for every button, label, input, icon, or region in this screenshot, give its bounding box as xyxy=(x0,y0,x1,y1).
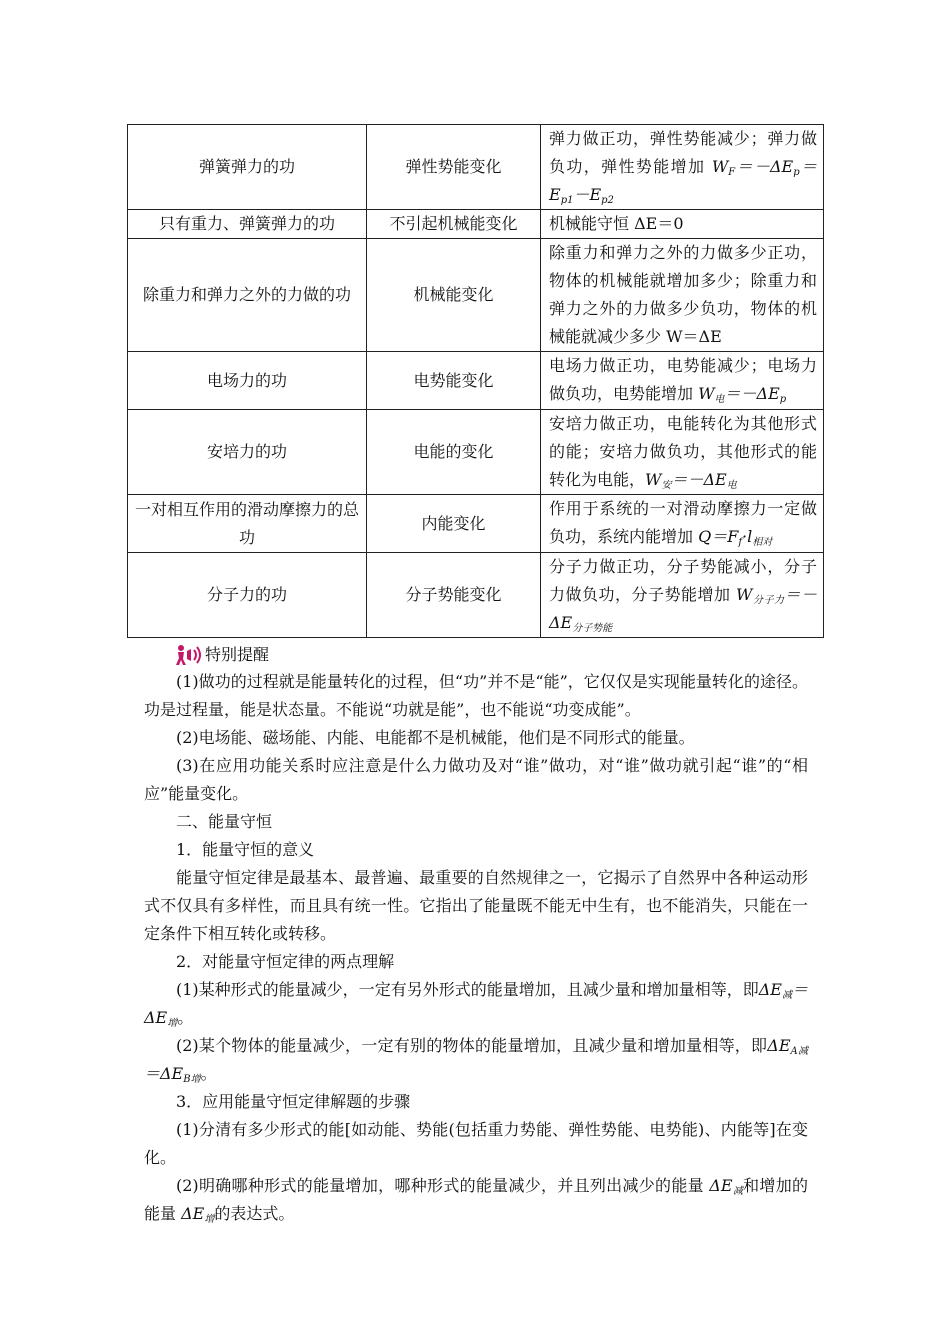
paragraph-text: 的表达式。 xyxy=(214,1204,295,1223)
table-row xyxy=(128,210,824,239)
relation-text: 弹力做正功，弹性势能减少；弹力做负功，弹性势能增加 xyxy=(549,129,817,176)
table-row xyxy=(128,495,824,553)
energy-change-cell: 电能的变化 xyxy=(367,410,541,495)
paragraph-text: (1)某种形式的能量减少，一定有另外形式的能量增加，且减少量和增加量相等，即 xyxy=(176,980,759,999)
paragraph-text: (2)明确哪种形式的能量增加，哪种形式的能量减少，并且列出减少的能量 xyxy=(176,1176,710,1195)
energy-change-cell: 电势能变化 xyxy=(367,352,541,410)
relation-text: 分子力做正功，分子势能减小，分子力做负功，分子势能增加 xyxy=(549,557,817,604)
relation-cell: 除重力和弹力之外的力做多少正功，物体的机械能就增加多少；除重力和弹力之外的力做多少负功，物体的机械能就减少多少 W＝ΔE xyxy=(541,239,824,352)
relation-text: 作用于系统的一对滑动摩擦力一定做负功，系统内能增加 xyxy=(549,499,817,546)
force-work-cell: 弹簧弹力的功 xyxy=(128,125,367,210)
force-work-cell: 除重力和弹力之外的力做的功 xyxy=(128,239,367,352)
energy-change-cell: 分子势能变化 xyxy=(367,553,541,638)
relation-text: 安培力做正功，电能转化为其他形式的能；安培力做负功，其他形式的能转化为电能， xyxy=(549,414,817,489)
formula: $\Delta E_减$ xyxy=(709,1176,744,1197)
reminder-title: 特别提醒 xyxy=(205,645,270,664)
table-row xyxy=(128,125,824,210)
formula: $W_电=-\Delta E_p$ xyxy=(698,384,787,405)
force-work-cell: 一对相互作用的滑动摩擦力的总功 xyxy=(128,495,367,553)
paragraph: (2)某个物体的能量减少，一定有别的物体的能量增加，且减少量和增加量相等，即$\Delta E_{A减}=\Delta E_{B增}$。 xyxy=(144,1036,808,1085)
relation-cell xyxy=(541,352,824,410)
relation-text: 电场力做正功，电势能减少；电场力做负功，电势能增加 xyxy=(549,356,817,403)
formula: $\Delta E_{A减}=\Delta E_{B增}$ xyxy=(144,1036,808,1085)
relation-cell xyxy=(541,553,824,638)
formula: $W_{分子力}=-\Delta E_{分子势能}$ xyxy=(549,585,817,634)
subsection-heading: 3．应用能量守恒定律解题的步骤 xyxy=(176,1092,411,1111)
force-work-cell: 只有重力、弹簧弹力的功 xyxy=(128,210,367,239)
force-work-cell: 安培力的功 xyxy=(128,410,367,495)
energy-change-cell: 不引起机械能变化 xyxy=(367,210,541,239)
energy-change-cell: 机械能变化 xyxy=(367,239,541,352)
table-row xyxy=(128,410,824,495)
relation-cell xyxy=(541,495,824,553)
paragraph xyxy=(144,1172,808,1228)
table-row xyxy=(128,352,824,410)
formula: $Q=F_f\cdot l_{相对}$ xyxy=(698,527,773,548)
relation-cell: 机械能守恒 ΔE＝0 xyxy=(541,210,824,239)
formula: $W_安=-\Delta E_电$ xyxy=(645,470,737,491)
formula: $W_F=-\Delta E_p=E_{p1}-E_{p2}$ xyxy=(549,157,817,206)
relation-cell xyxy=(541,125,824,210)
section-heading: 二、能量守恒 xyxy=(176,812,273,831)
body-text xyxy=(144,668,808,1228)
relation-cell xyxy=(541,410,824,495)
reminder-item: (2)电场能、磁场能、内能、电能都不是机械能，他们是不同形式的能量。 xyxy=(176,728,695,747)
reminder-item: (3)在应用功能关系时应注意是什么力做功及对“谁”做功，对“谁”做功就引起“谁”的“相应”能量变化。 xyxy=(144,756,808,803)
paragraph: (1)某种形式的能量减少，一定有另外形式的能量增加，且减少量和增加量相等，即$\Delta E_减=\Delta E_增$。 xyxy=(144,980,809,1029)
paragraph-text: (2)某个物体的能量减少，一定有别的物体的能量增加，且减少量和增加量相等，即 xyxy=(176,1036,768,1055)
energy-change-cell: 内能变化 xyxy=(367,495,541,553)
work-energy-table xyxy=(127,124,824,638)
subsection-heading: 1．能量守恒的意义 xyxy=(176,840,315,859)
table-row xyxy=(128,553,824,638)
force-work-cell: 分子力的功 xyxy=(128,553,367,638)
paragraph: 能量守恒定律是最基本、最普遍、最重要的自然规律之一，它揭示了自然界中各种运动形式不仅具有多样性，而且具有统一性。它指出了能量既不能无中生有，也不能消失，只能在一定条件下相互转化或转移。 xyxy=(144,868,808,943)
formula: $\Delta E_减=\Delta E_增$ xyxy=(144,980,809,1029)
reminder-item: (1)做功的过程就是能量转化的过程，但“功”并不是“能”，它仅仅是实现能量转化的途径。功是过程量，能是状态量。不能说“功就是能”，也不能说“功变成能”。 xyxy=(144,672,808,719)
formula: $\Delta E_增$ xyxy=(181,1204,215,1225)
subsection-heading: 2．对能量守恒定律的两点理解 xyxy=(176,952,395,971)
energy-change-cell: 弹性势能变化 xyxy=(367,125,541,210)
paragraph-text: 和增加的能量 xyxy=(144,1176,808,1223)
force-work-cell: 电场力的功 xyxy=(128,352,367,410)
table-row xyxy=(128,239,824,352)
paragraph: (1)分清有多少形式的能[如动能、势能(包括重力势能、弹性势能、电势能)、内能等]在变化。 xyxy=(144,1120,808,1167)
special-reminder-heading xyxy=(175,643,269,667)
reminder-icon xyxy=(175,644,203,666)
